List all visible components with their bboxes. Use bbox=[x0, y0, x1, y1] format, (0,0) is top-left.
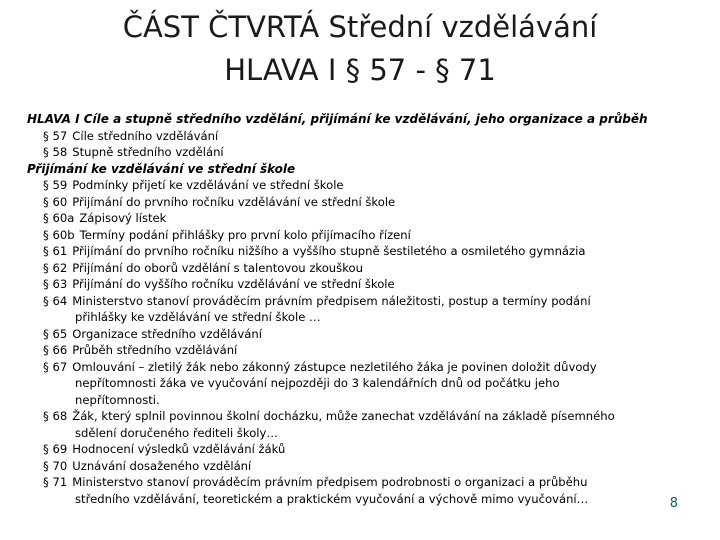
paragraph-text: Cíle středního vzdělávání bbox=[72, 128, 219, 143]
paragraph-number: § 69 bbox=[43, 442, 68, 456]
paragraph-number: § 62 bbox=[43, 260, 68, 275]
paragraph-number: § 64 bbox=[43, 293, 68, 308]
section-heading-hlava-i: HLAVA I Cíle a stupně středního vzdělání, přijímání ke vzdělávání, jeho organizace a průběh bbox=[27, 112, 648, 126]
list-item-59 bbox=[27, 177, 687, 194]
title-line-2: HLAVA I § 57 - § 71 bbox=[224, 53, 496, 87]
list-item-69 bbox=[27, 441, 687, 458]
paragraph-number: § 67 bbox=[43, 359, 68, 374]
paragraph-number: § 57 bbox=[43, 128, 68, 143]
paragraph-number: § 60b bbox=[43, 227, 75, 242]
page-number: 8 bbox=[669, 496, 678, 511]
list-item-71 bbox=[27, 474, 687, 507]
list-item-67 bbox=[27, 359, 687, 409]
paragraph-text-continued: sdělení doručeného řediteli školy… bbox=[75, 425, 278, 440]
content-list bbox=[27, 111, 687, 507]
paragraph-text: Ministerstvo stanoví prováděcím právním předpisem náležitosti, postup a termíny podání bbox=[72, 293, 591, 308]
paragraph-number: § 66 bbox=[43, 343, 68, 357]
paragraph-number: § 58 bbox=[43, 145, 68, 159]
list-item-57 bbox=[27, 128, 687, 145]
paragraph-number: § 60 bbox=[43, 194, 68, 209]
list-item-62 bbox=[27, 260, 687, 277]
list-item-61 bbox=[27, 243, 687, 260]
paragraph-text-continued: přihlášky ke vzdělávání ve střední škole … bbox=[75, 310, 321, 324]
slide-title bbox=[0, 6, 720, 92]
paragraph-text: Hodnocení výsledků vzdělávání žáků bbox=[72, 442, 286, 456]
paragraph-text-continued-2: nepřítomnosti. bbox=[75, 392, 160, 407]
list-item-60b bbox=[27, 227, 687, 244]
paragraph-text: Uznávání dosaženého vzdělání bbox=[72, 458, 252, 473]
section-heading-admission: Přijímání ke vzdělávání ve střední škole bbox=[27, 161, 296, 176]
paragraph-text: Podmínky přijetí ke vzdělávání ve střední škole bbox=[72, 178, 344, 192]
paragraph-number: § 63 bbox=[43, 277, 68, 291]
paragraph-number: § 71 bbox=[43, 475, 68, 489]
paragraph-text: Ministerstvo stanoví prováděcím právním předpisem podrobnosti o organizaci a průběhu bbox=[72, 475, 588, 489]
paragraph-text: Žák, který splnil povinnou školní docházku, může zanechat vzdělávání na základě písemného bbox=[72, 409, 615, 423]
paragraph-text: Přijímání do vyššího ročníku vzdělávání ve střední škole bbox=[72, 277, 395, 291]
paragraph-text-continued: středního vzdělávání, teoretickém a praktickém vyučování a výchově mimo vyučování… bbox=[75, 491, 589, 506]
paragraph-text: Zápisový lístek bbox=[79, 211, 167, 225]
paragraph-text: Stupně středního vzdělání bbox=[72, 145, 224, 159]
paragraph-text: Organizace středního vzdělávání bbox=[72, 326, 262, 341]
paragraph-text: Termíny podání přihlášky pro první kolo přijímacího řízení bbox=[79, 227, 411, 242]
list-item-66 bbox=[27, 342, 687, 359]
paragraph-number: § 60a bbox=[43, 211, 75, 225]
paragraph-text: Přijímání do oborů vzdělání s talentovou zkouškou bbox=[72, 260, 363, 275]
paragraph-number: § 70 bbox=[43, 458, 68, 473]
list-item-65 bbox=[27, 326, 687, 343]
paragraph-text: Průběh středního vzdělávání bbox=[72, 343, 238, 357]
paragraph-text: Přijímání do prvního ročníku vzdělávání ve střední škole bbox=[72, 194, 396, 209]
paragraph-text-continued: nepřítomnosti žáka ve vyučování nejpozději do 3 kalendářních dnů od počátku jeho bbox=[75, 376, 560, 390]
list-item-70 bbox=[27, 458, 687, 475]
list-item-58 bbox=[27, 144, 687, 161]
paragraph-number: § 65 bbox=[43, 326, 68, 341]
paragraph-text: Omlouvání – zletilý žák nebo zákonný zástupce nezletilého žáka je povinen doložit důvody bbox=[72, 359, 597, 374]
list-item-63 bbox=[27, 276, 687, 293]
list-item-68 bbox=[27, 408, 687, 441]
paragraph-number: § 68 bbox=[43, 409, 68, 423]
list-item-60a bbox=[27, 210, 687, 227]
paragraph-number: § 61 bbox=[43, 244, 68, 258]
list-item-64 bbox=[27, 293, 687, 326]
list-item-60 bbox=[27, 194, 687, 211]
paragraph-text: Přijímání do prvního ročníku nižšího a vyššího stupně šestiletého a osmiletého gymnázia bbox=[72, 244, 586, 258]
title-line-1: ČÁST ČTVRTÁ Střední vzdělávání bbox=[122, 10, 598, 44]
paragraph-number: § 59 bbox=[43, 178, 68, 192]
